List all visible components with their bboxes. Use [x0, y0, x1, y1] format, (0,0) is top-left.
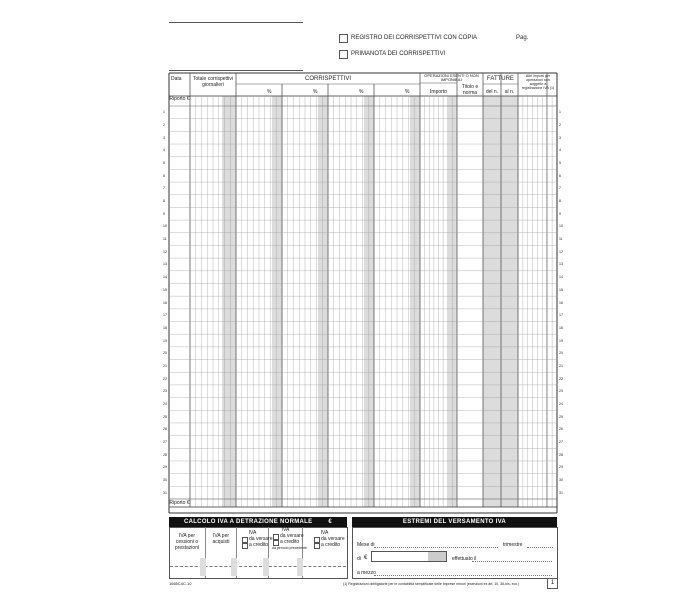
calcolo-shade-4	[297, 558, 303, 576]
row-number-right: 22	[559, 376, 563, 381]
row-number-right: 3	[559, 135, 561, 140]
calcolo-col4-precedente: da periodo precedente	[272, 546, 308, 550]
registro-label: REGISTRO DEI CORRISPETTIVI CON COPIA	[351, 35, 478, 41]
row-number-right: 5	[559, 161, 561, 166]
calcolo-col2: IVA per acquisti	[212, 533, 230, 545]
row-number-left: 7	[163, 186, 165, 191]
primanota-label: PRIMANOTA DEI CORRISPETTIVI	[351, 51, 446, 57]
estremi-amount-field[interactable]	[371, 551, 447, 562]
row-number-right: 23	[559, 389, 563, 394]
calcolo-shade-2	[231, 558, 237, 576]
riporto-bottom-label: Riporto €	[169, 500, 190, 506]
row-number-right: 21	[559, 363, 563, 368]
row-number-right: 4	[559, 148, 561, 153]
shade-band-4	[364, 96, 374, 507]
header-fatture: FATTURE	[487, 76, 514, 82]
row-number-right: 28	[559, 452, 563, 457]
row-number-left: 12	[163, 249, 167, 254]
row-number-right: 30	[559, 477, 563, 482]
estremi-di: di	[357, 556, 361, 562]
row-number-left: 4	[163, 148, 165, 153]
calcolo-col4-versare: da versare	[280, 533, 304, 539]
row-number-right: 16	[559, 300, 563, 305]
header-percent-2: %	[313, 89, 318, 95]
header-percent-4: %	[405, 89, 410, 95]
calcolo-shade-1	[200, 558, 206, 576]
row-number-left: 13	[163, 262, 167, 267]
row-number-right: 24	[559, 401, 563, 406]
row-number-left: 24	[163, 401, 167, 406]
calcolo-shade-3	[263, 558, 269, 576]
row-number-right: 9	[559, 211, 561, 216]
row-number-left: 8	[163, 199, 165, 204]
row-number-left: 22	[163, 376, 167, 381]
row-number-right: 25	[559, 414, 563, 419]
row-number-left: 5	[163, 161, 165, 166]
estremi-mezzo-line[interactable]	[374, 575, 552, 576]
calcolo-banner	[169, 517, 347, 527]
shade-band-3	[318, 96, 328, 507]
row-number-right: 27	[559, 439, 563, 444]
row-number-left: 31	[163, 490, 167, 495]
footer-note: (1) Registrazioni obbligatorie per le contabilità semplificate delle imprese minori (esenzioni ex art. 10, 36-bis, ecc.)	[343, 582, 520, 586]
calcolo-col3-title: IVA	[248, 530, 257, 536]
row-number-right: 20	[559, 351, 563, 356]
estremi-mese: Mese di	[357, 542, 375, 548]
row-number-left: 11	[163, 237, 167, 242]
shade-band-2	[272, 96, 282, 507]
row-number-right: 2	[559, 123, 561, 128]
estremi-amount-cents	[428, 552, 446, 561]
header-data: Data	[171, 76, 182, 82]
row-number-right: 19	[559, 338, 563, 343]
footer-code: 1665C4C.10	[169, 581, 192, 586]
calcolo-entry-line	[170, 566, 346, 567]
shade-band-5	[410, 96, 420, 507]
row-number-right: 7	[559, 186, 561, 191]
estremi-effettuato: effettuato il	[452, 556, 477, 562]
calcolo-col3-credito-checkbox[interactable]	[242, 543, 248, 549]
shade-band-1	[222, 96, 236, 507]
row-number-left: 15	[163, 287, 167, 292]
calcolo-col3-credito: a credito	[249, 542, 269, 548]
row-number-right: 31	[559, 490, 563, 495]
estremi-trimestre: trimestre	[503, 542, 523, 548]
row-number-right: 26	[559, 427, 563, 432]
row-number-right: 15	[559, 287, 563, 292]
estremi-data-line[interactable]	[472, 561, 552, 562]
estremi-trimestre-line[interactable]	[527, 547, 553, 548]
row-number-right: 12	[559, 249, 563, 254]
estremi-banner	[352, 517, 557, 527]
row-number-right: 1	[559, 110, 561, 115]
calcolo-euro: €	[328, 519, 333, 525]
calcolo-col5-title: IVA	[320, 530, 329, 536]
row-number-left: 21	[163, 363, 167, 368]
row-number-left: 29	[163, 465, 167, 470]
header-al: al n.	[504, 89, 515, 95]
row-number-left: 2	[163, 123, 165, 128]
row-number-right: 10	[559, 224, 563, 229]
row-number-right: 18	[559, 325, 563, 330]
row-number-left: 3	[163, 135, 165, 140]
row-number-left: 9	[163, 211, 165, 216]
row-number-left: 19	[163, 338, 167, 343]
shade-band-7	[483, 96, 518, 507]
calcolo-title: CALCOLO IVA A DETRAZIONE NORMALE	[183, 519, 313, 525]
header-totale: Totale corrispettivi giornalieri	[192, 76, 233, 88]
row-number-left: 17	[163, 313, 167, 318]
row-number-left: 23	[163, 389, 167, 394]
row-number-left: 28	[163, 452, 167, 457]
header-importo: Importo	[430, 89, 447, 95]
row-number-right: 8	[559, 199, 561, 204]
header-altri: Altri importi per operazioni non soggette a registrazione IVA (1)	[521, 74, 555, 90]
row-number-left: 16	[163, 300, 167, 305]
header-corrispettivi: CORRISPETTIVI	[304, 76, 351, 82]
row-number-left: 14	[163, 275, 167, 280]
row-number-right: 6	[559, 173, 561, 178]
row-number-right: 14	[559, 275, 563, 280]
estremi-mese-line[interactable]	[374, 547, 498, 548]
row-number-right: 29	[559, 465, 563, 470]
calcolo-col4-credito: a credito	[280, 539, 300, 545]
row-number-left: 26	[163, 427, 167, 432]
row-number-left: 27	[163, 439, 167, 444]
calcolo-col5-credito: a credito	[321, 542, 341, 548]
calcolo-col4-title: IVA	[281, 527, 290, 533]
calcolo-col1: IVA per cessioni o prestazioni	[174, 533, 200, 551]
estremi-title: ESTREMI DEL VERSAMENTO IVA	[402, 519, 507, 525]
row-number-left: 20	[163, 351, 167, 356]
calcolo-col5-credito-checkbox[interactable]	[314, 543, 320, 549]
row-number-right: 17	[559, 313, 563, 318]
row-number-left: 25	[163, 414, 167, 419]
row-number-left: 30	[163, 477, 167, 482]
calcolo-col3-versare: da versare	[249, 536, 273, 542]
pag-label: Pag.	[516, 35, 529, 41]
row-number-left: 6	[163, 173, 165, 178]
estremi-euro: €	[364, 555, 368, 561]
header-percent-3: %	[359, 89, 364, 95]
estremi-mezzo: a mezzo	[357, 570, 376, 576]
header-titolo: Titolo e norma	[461, 84, 479, 96]
header-operazioni: OPERAZIONI ESENTI O NON IMPONIBILI	[424, 73, 479, 82]
header-percent-1: %	[267, 89, 272, 95]
row-number-left: 18	[163, 325, 167, 330]
row-number-right: 11	[559, 237, 563, 242]
row-number-left: 10	[163, 224, 167, 229]
calcolo-col5-versare: da versare	[321, 536, 345, 542]
riporto-top-label: Riporto €	[169, 96, 190, 102]
header-del: del n.	[485, 89, 499, 95]
row-number-left: 1	[163, 110, 165, 115]
row-number-right: 13	[559, 262, 563, 267]
footer-page-number: 1	[547, 578, 558, 589]
